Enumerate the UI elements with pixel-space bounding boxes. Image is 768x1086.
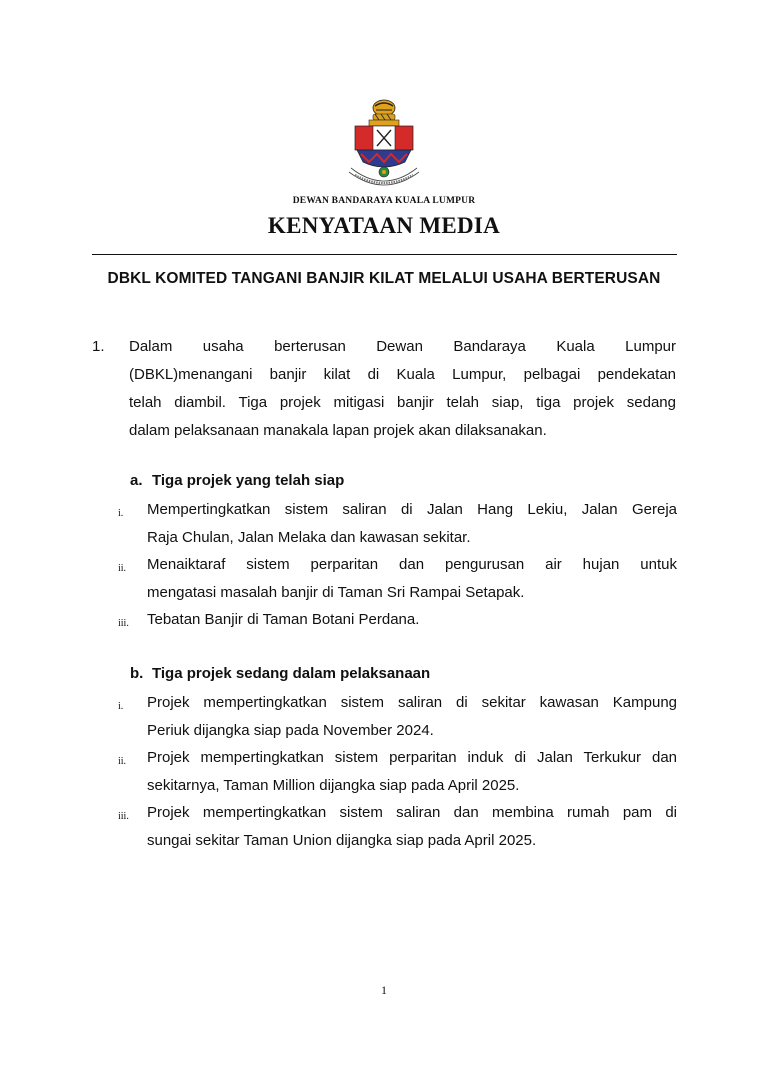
list-item-line: Mempertingkatkan sistem saliran di Jalan Hang Lekiu, Jalan Gereja <box>147 501 677 518</box>
paragraph-line: Dalam usaha berterusan Dewan Bandaraya Kuala Lumpur <box>129 338 676 355</box>
list-item-line: Projek mempertingkatkan sistem perparitan induk di Jalan Terkukur dan <box>147 749 677 766</box>
list-item-numeral: i. <box>118 508 124 519</box>
list-item-numeral: iii. <box>118 811 129 822</box>
section-title: Tiga projek sedang dalam pelaksanaan <box>152 665 431 682</box>
list-item-text <box>147 689 677 745</box>
paragraph-line: (DBKL)menangani banjir kilat di Kuala Lumpur, pelbagai pendekatan <box>129 366 676 383</box>
section-letter: b. <box>130 665 144 682</box>
list-item-line: mengatasi masalah banjir di Taman Sri Rampai Setapak. <box>147 584 525 601</box>
list-item-text <box>147 606 677 634</box>
list-item-line: Menaiktaraf sistem perparitan dan pengurusan air hujan untuk <box>147 556 677 573</box>
list-item-line: sekitarnya, Taman Million dijangka siap pada April 2025. <box>147 777 520 794</box>
document-type-title: KENYATAAN MEDIA <box>267 213 501 238</box>
section-letter: a. <box>130 472 143 489</box>
list-item-numeral: ii. <box>118 563 127 574</box>
crest-shield <box>355 126 413 167</box>
list-item-line: Periuk dijangka siap pada November 2024. <box>147 722 434 739</box>
press-release-headline: DBKL KOMITED TANGANI BANJIR KILAT MELALUI USAHA BERTERUSAN <box>107 270 661 287</box>
page-number: 1 <box>381 983 387 997</box>
paragraph-line: telah diambil. Tiga projek mitigasi banjir telah siap, tiga projek sedang <box>129 394 676 411</box>
list-item-line: Raja Chulan, Jalan Melaka dan kawasan sekitar. <box>147 529 471 546</box>
dbkl-crest-logo <box>345 96 423 192</box>
section-b-heading <box>130 665 430 682</box>
list-item-numeral: i. <box>118 701 124 712</box>
list-item-text <box>147 496 677 552</box>
list-item-numeral: iii. <box>118 618 129 629</box>
paragraph-line: dalam pelaksanaan manakala lapan projek akan dilaksanakan. <box>129 422 547 439</box>
section-a-heading <box>130 472 344 489</box>
list-item-text <box>147 744 677 800</box>
organization-name: DEWAN BANDARAYA KUALA LUMPUR <box>292 196 476 206</box>
section-title: Tiga projek yang telah siap <box>152 472 345 489</box>
paragraph-text <box>129 333 676 445</box>
header-divider <box>92 254 677 255</box>
list-item-numeral: ii. <box>118 756 127 767</box>
list-item-text <box>147 551 677 607</box>
list-item-line: Tebatan Banjir di Taman Botani Perdana. <box>147 611 420 628</box>
list-item-line: sungai sekitar Taman Union dijangka siap pada April 2025. <box>147 832 537 849</box>
list-item-text <box>147 799 677 855</box>
list-item-line: Projek mempertingkatkan sistem saliran dan membina rumah pam di <box>147 804 677 821</box>
crest-tiger <box>373 100 395 120</box>
list-item-line: Projek mempertingkatkan sistem saliran di sekitar kawasan Kampung <box>147 694 677 711</box>
paragraph-number: 1. <box>92 338 105 355</box>
